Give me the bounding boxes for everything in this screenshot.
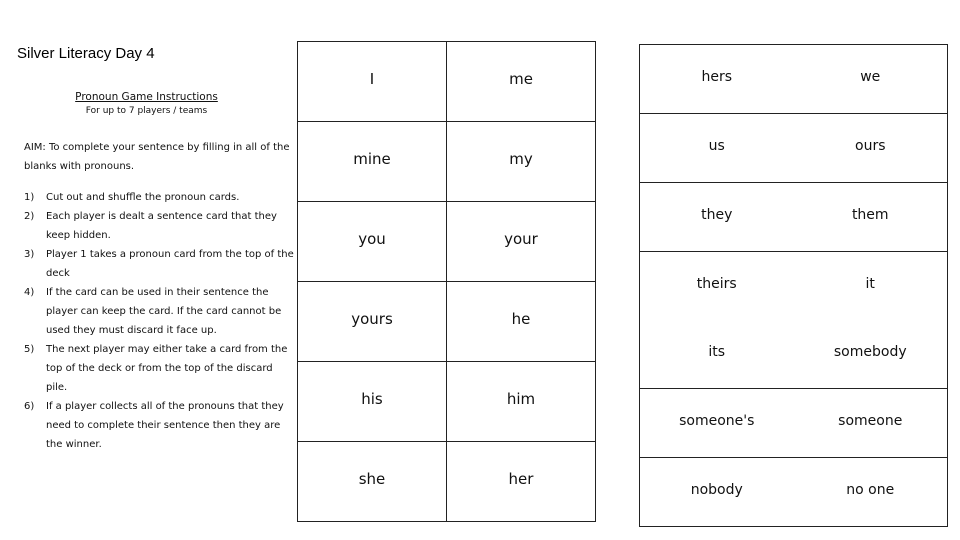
card-row bbox=[298, 122, 595, 202]
step-text: Player 1 takes a pronoun card from the top of the deck bbox=[46, 249, 294, 279]
card-row bbox=[298, 42, 595, 122]
card-subrow bbox=[640, 252, 947, 320]
step-text: If a player collects all of the pronouns that they need to complete their sentence then they are the winner. bbox=[46, 401, 284, 450]
pronoun-card: no one bbox=[846, 482, 895, 498]
step-item bbox=[24, 397, 294, 454]
pronoun-card: its bbox=[708, 344, 726, 360]
pronoun-card: them bbox=[851, 207, 889, 223]
pronoun-card: it bbox=[865, 276, 875, 292]
step-item bbox=[24, 340, 294, 397]
step-text: The next player may either take a card from the top of the deck or from the top of the discard pile. bbox=[46, 344, 288, 393]
step-text: Each player is dealt a sentence card that they keep hidden. bbox=[46, 211, 277, 241]
pronoun-card: somebody bbox=[833, 344, 907, 360]
step-text: If the card can be used in their sentence the player can keep the card. If the card cannot be used they must discard it face up. bbox=[46, 287, 282, 336]
card-subrow bbox=[640, 320, 947, 388]
pronoun-cards-right bbox=[639, 44, 948, 527]
pronoun-card: him bbox=[506, 390, 536, 408]
pronoun-card: hers bbox=[701, 69, 733, 85]
card-row bbox=[640, 458, 947, 526]
pronoun-card: he bbox=[511, 310, 531, 328]
pronoun-card: ours bbox=[855, 138, 886, 154]
pronoun-card: her bbox=[508, 470, 534, 488]
step-number: 2) bbox=[24, 211, 35, 222]
pronoun-card: mine bbox=[298, 122, 447, 201]
card-row bbox=[640, 45, 947, 114]
step-item bbox=[24, 283, 294, 340]
step-text: Cut out and shuffle the pronoun cards. bbox=[46, 192, 240, 203]
pronoun-cards-left bbox=[297, 41, 596, 522]
card-row bbox=[640, 114, 947, 183]
card-row bbox=[640, 389, 947, 458]
pronoun-card: us bbox=[708, 138, 725, 154]
pronoun-card: nobody bbox=[690, 482, 743, 498]
pronoun-card: your bbox=[504, 230, 538, 248]
pronoun-card: theirs bbox=[696, 276, 737, 292]
card-row bbox=[298, 362, 595, 442]
card-row bbox=[640, 252, 947, 389]
pronoun-card: yours bbox=[298, 282, 447, 361]
card-row bbox=[298, 282, 595, 362]
step-number: 1) bbox=[24, 192, 35, 203]
aim-text: AIM: To complete your sentence by filling in all of the blanks with pronouns. bbox=[24, 142, 290, 172]
step-number: 6) bbox=[24, 401, 35, 412]
pronoun-card: I bbox=[298, 42, 447, 121]
instructions-subheading: For up to 7 players / teams bbox=[85, 106, 208, 116]
pronoun-card: they bbox=[701, 207, 733, 223]
step-item bbox=[24, 245, 294, 283]
pronoun-card: his bbox=[298, 362, 447, 441]
pronoun-card: me bbox=[509, 70, 533, 88]
pronoun-card: she bbox=[298, 442, 447, 521]
card-row bbox=[640, 183, 947, 252]
slide-title: Silver Literacy Day 4 bbox=[17, 45, 155, 62]
instructions-panel bbox=[24, 90, 294, 454]
step-item bbox=[24, 207, 294, 245]
steps-list bbox=[24, 188, 294, 454]
pronoun-card: you bbox=[298, 202, 447, 281]
pronoun-card: someone bbox=[838, 413, 903, 429]
card-row bbox=[298, 442, 595, 521]
instructions-heading: Pronoun Game Instructions bbox=[75, 91, 218, 103]
pronoun-card: my bbox=[509, 150, 533, 168]
step-number: 5) bbox=[24, 344, 35, 355]
pronoun-card: someone's bbox=[679, 413, 755, 429]
step-number: 4) bbox=[24, 287, 35, 298]
pronoun-card: we bbox=[860, 69, 881, 85]
step-item bbox=[24, 188, 294, 207]
step-number: 3) bbox=[24, 249, 35, 260]
card-row bbox=[298, 202, 595, 282]
